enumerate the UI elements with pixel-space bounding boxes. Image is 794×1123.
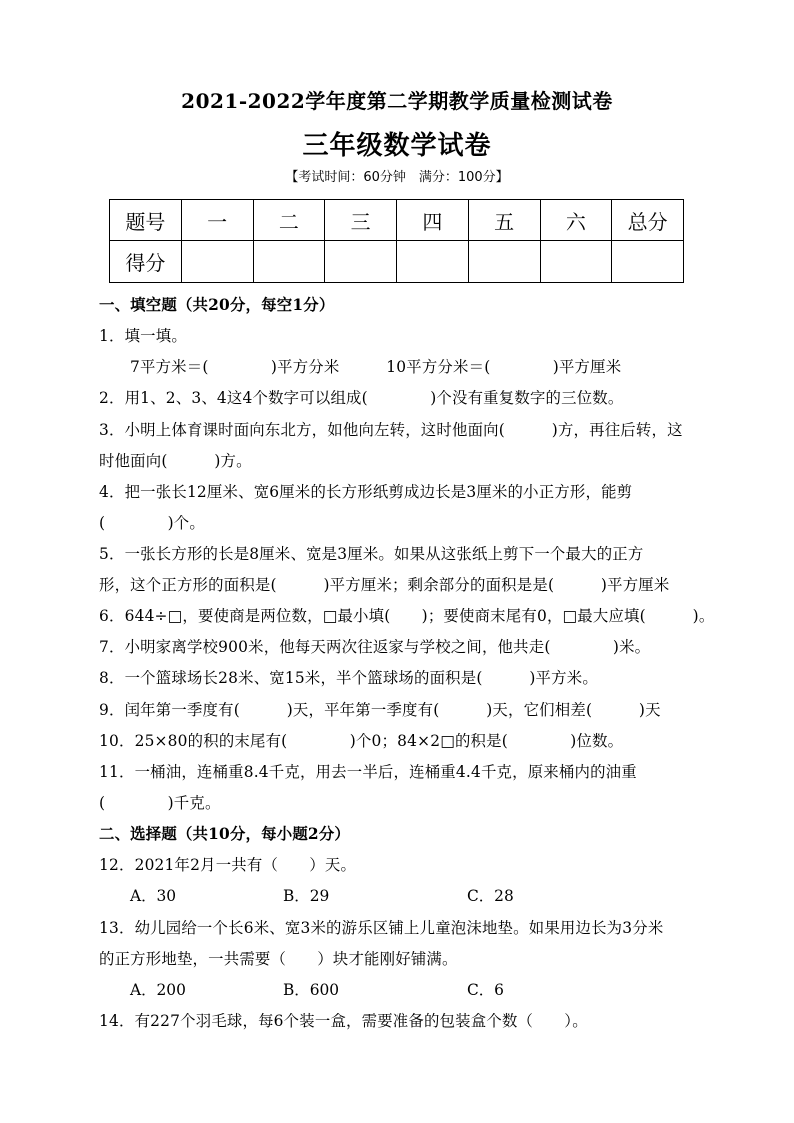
score-row-label: 得分 (110, 241, 182, 283)
question-8: 8．一个篮球场长28米、宽15米，半个篮球场的面积是( )平方米。 (99, 669, 598, 687)
question-13-line-2: 的正方形地垫，一共需要（ ）块才能刚好铺满。 (99, 950, 458, 968)
question-9: 9．闰年第一季度有( )天，平年第一季度有( )天，它们相差( )天 (99, 701, 661, 719)
option-c[interactable]: C．28 (467, 887, 514, 905)
question-6: 6．644÷□，要使商是两位数，□最小填( )；要使商末尾有0，□最大应填( )。 (99, 607, 715, 625)
question-12: 12．2021年2月一共有（ ）天。 (99, 856, 357, 874)
score-table-cell: 一 (181, 200, 253, 241)
question-11-line-1: 11．一桶油，连桶重8.4千克，用去一半后，连桶重4.4千克，原来桶内的油重 (99, 763, 637, 781)
exam-info: 【考试时间：60分钟 满分：100分】 (285, 170, 509, 185)
question-3-line-1: 3．小明上体育课时面向东北方，如他向左转，这时他面向( )方，再往后转，这 (99, 421, 683, 439)
question-5-line-1: 5．一张长方形的长是8厘米、宽是3厘米。如果从这张纸上剪下一个最大的正方 (99, 545, 644, 563)
option-b[interactable]: B．600 (283, 981, 340, 999)
question-1-items: 7平方米＝( )平方分米 10平方分米＝( )平方厘米 (130, 358, 622, 376)
score-table (109, 199, 684, 283)
score-blank-cell[interactable] (468, 241, 540, 283)
question-1: 1．填一填。 (99, 327, 187, 345)
score-blank-cell[interactable] (540, 241, 612, 283)
score-blank-cell[interactable] (181, 241, 253, 283)
score-table-score-row (110, 241, 684, 283)
question-10: 10．25×80的积的末尾有( )个0；84×2□的积是( )位数。 (99, 732, 624, 750)
exam-subtitle: 三年级数学试卷 (302, 131, 492, 161)
score-table-cell: 三 (325, 200, 397, 241)
question-11-line-2: ( )千克。 (99, 794, 221, 812)
question-7: 7．小明家离学校900米，他每天两次往返家与学校之间，他共走( )米。 (99, 638, 651, 656)
option-c[interactable]: C．6 (467, 981, 504, 999)
score-table-header-row (110, 200, 684, 241)
score-blank-cell[interactable] (612, 241, 684, 283)
score-table-cell: 总分 (612, 200, 684, 241)
question-13-line-1: 13．幼儿园给一个长6米、宽3米的游乐区铺上儿童泡沫地垫。如果用边长为3分米 (99, 919, 664, 937)
section-2-title: 二、选择题（共10分，每小题2分） (99, 825, 350, 843)
score-blank-cell[interactable] (325, 241, 397, 283)
section-1-title: 一、填空题（共20分，每空1分） (99, 296, 335, 314)
score-table-cell: 二 (253, 200, 325, 241)
question-4-line-2: ( )个。 (99, 514, 205, 532)
question-4-line-1: 4．把一张长12厘米、宽6厘米的长方形纸剪成边长是3厘米的小正方形，能剪 (99, 483, 633, 501)
option-a[interactable]: A．30 (130, 887, 177, 905)
score-table-cell: 四 (397, 200, 469, 241)
score-blank-cell[interactable] (397, 241, 469, 283)
exam-title: 2021-2022学年度第二学期教学质量检测试卷 (181, 89, 613, 113)
question-3-line-2: 时他面向( )方。 (99, 452, 252, 470)
score-table-cell: 五 (468, 200, 540, 241)
question-5-line-2: 形，这个正方形的面积是( )平方厘米；剩余部分的面积是是( )平方厘米 (99, 576, 670, 594)
question-2: 2．用1、2、3、4这4个数字可以组成( )个没有重复数字的三位数。 (99, 389, 624, 407)
option-b[interactable]: B．29 (283, 887, 330, 905)
score-blank-cell[interactable] (253, 241, 325, 283)
score-table-cell: 题号 (110, 200, 182, 241)
option-a[interactable]: A．200 (130, 981, 186, 999)
question-14: 14．有227个羽毛球，每6个装一盒，需要准备的包装盒个数（ ）。 (99, 1012, 588, 1030)
score-table-cell: 六 (540, 200, 612, 241)
